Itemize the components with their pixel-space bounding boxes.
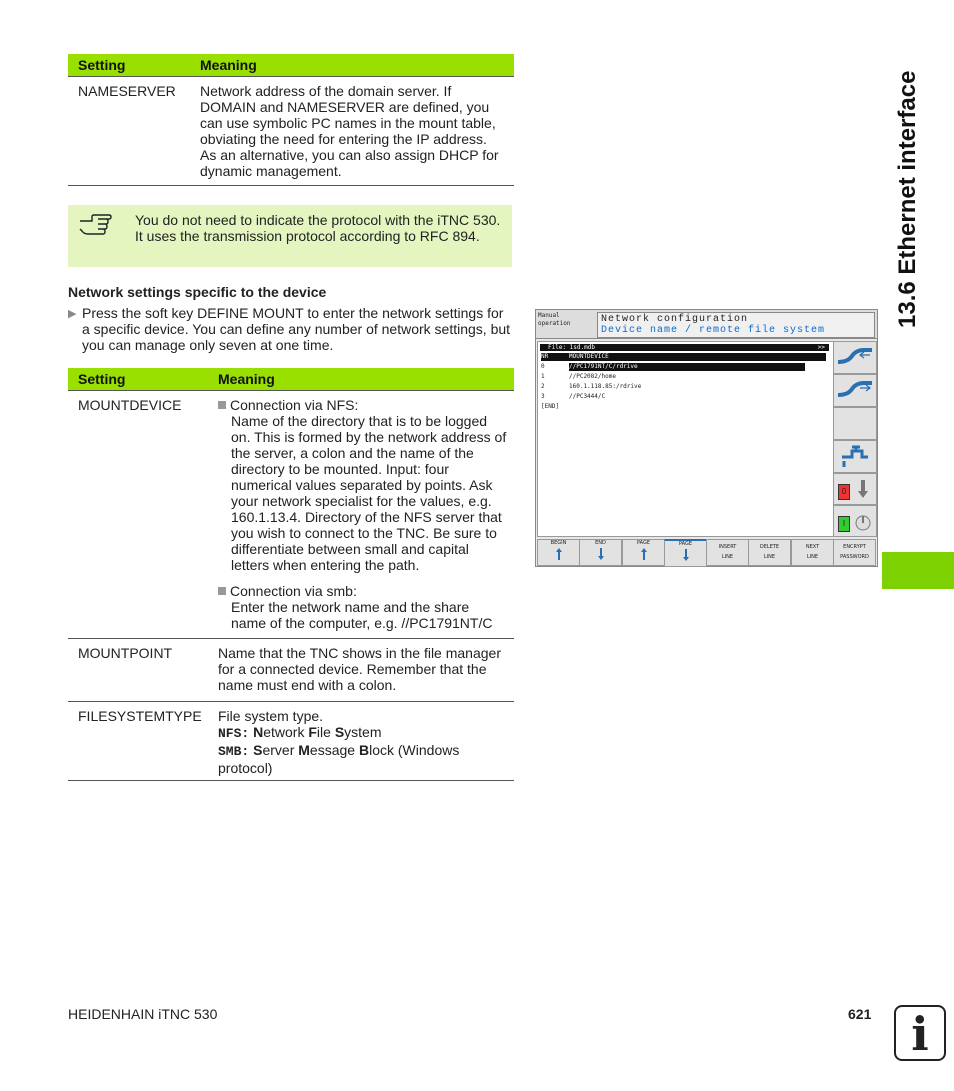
settings-table-2 — [68, 368, 514, 781]
arrow-down-icon — [597, 547, 605, 561]
table-row[interactable] — [541, 353, 826, 361]
smb-word: erver — [262, 742, 299, 758]
row-number: 3 — [541, 393, 545, 400]
table-row[interactable] — [541, 363, 638, 371]
softkey-encrypt-password[interactable] — [833, 539, 876, 566]
bullet-text: Press the soft key DEFINE MOUNT to enter the network settings for a specific device. You can define any number of network settings, but you can manage only seven at one time. — [82, 305, 511, 353]
setting-name: NAMESERVER — [78, 83, 176, 99]
screen-title-box — [597, 312, 875, 338]
header-setting: Setting — [78, 371, 126, 387]
row-value: //PC3444/C — [569, 393, 606, 400]
file-bar-arrows: >> — [817, 344, 825, 351]
header-setting: Setting — [78, 57, 126, 73]
page-number: 621 — [848, 1006, 872, 1022]
row-number: 1 — [541, 373, 545, 380]
row-number: 0 — [541, 363, 545, 370]
file-table — [537, 341, 834, 537]
softkey-label: BEGIN — [550, 540, 567, 546]
function-switch-icon — [834, 342, 876, 373]
row-value: MOUNTDEVICE — [569, 353, 609, 360]
softkey-next-line[interactable] — [791, 539, 834, 566]
arrow-down-icon — [856, 478, 870, 500]
section-heading: Network settings specific to the device — [68, 284, 327, 300]
file-bar — [540, 344, 829, 351]
table-row — [68, 639, 514, 702]
square-bullet-icon — [218, 587, 226, 595]
nfs-word: etwork — [263, 724, 309, 740]
vertical-softkey-2[interactable] — [833, 374, 877, 407]
row-number: NR — [541, 353, 549, 360]
nfs-letter: N — [253, 724, 264, 740]
smb-title: Connection via smb: — [230, 583, 357, 599]
setting-meaning: Network address of the domain server. If DOMAIN and NAMESERVER are defined, you can use symbolic PC names in the mount table, obviating the need for entering the IP address. As an alternative, you can also assign DHCP for dynamic management. — [200, 83, 499, 179]
file-name: File: 1sd.mdb — [548, 344, 595, 351]
mode-line: operation — [538, 320, 571, 327]
table-row — [68, 702, 514, 781]
softkey-label: NEXT — [805, 544, 820, 550]
nfs-code: NFS: — [218, 726, 250, 741]
smb-letter: M — [298, 742, 310, 758]
softkey-label: LINE — [721, 554, 734, 560]
fs-type-line: File system type. — [218, 708, 324, 724]
setting-meaning — [218, 397, 508, 631]
spindle-override-status — [833, 505, 877, 537]
green-status-badge: I — [838, 516, 850, 532]
triangle-bullet-icon: ▶ — [68, 308, 77, 320]
screen-title: Network configuration — [601, 314, 749, 325]
arrow-up-icon — [640, 547, 648, 561]
header-meaning: Meaning — [200, 57, 257, 73]
smb-code: SMB: — [218, 744, 250, 759]
softkey-label: END — [595, 540, 606, 546]
pointing-hand-icon — [78, 213, 112, 239]
vertical-softkey-4[interactable] — [833, 440, 877, 473]
nfs-line — [218, 724, 508, 742]
smb-text: Enter the network name and the share name of the computer, e.g. //PC1791NT/C — [231, 599, 493, 631]
table-header — [68, 54, 514, 76]
tnc-screen — [535, 309, 878, 567]
row-number: 2 — [541, 383, 545, 390]
header-meaning: Meaning — [218, 371, 275, 387]
vertical-softkey-3[interactable] — [833, 407, 877, 440]
operating-mode — [538, 312, 571, 328]
smb-line — [218, 742, 508, 776]
smb-option — [218, 583, 508, 599]
smb-word: essage — [309, 742, 359, 758]
chapter-color-tab — [882, 552, 954, 589]
chapter-title: 13.6 Ethernet interface — [894, 70, 921, 328]
nfs-letter: F — [308, 724, 317, 740]
screen-subtitle: Device name / remote file system — [601, 325, 826, 336]
setting-meaning: Name that the TNC shows in the file manager for a connected device. Remember that the name must end with a colon. — [218, 645, 501, 693]
softkey-label: PAGE — [636, 540, 651, 546]
coolant-tap-icon — [834, 441, 876, 472]
table-row[interactable] — [541, 383, 642, 391]
softkey-bar — [536, 539, 877, 566]
row-value: //PC1791NT/C/rdrive — [569, 363, 805, 371]
row-value: 160.1.118.85:/rdrive — [569, 383, 642, 390]
softkey-begin[interactable] — [537, 539, 580, 566]
table-row[interactable] — [541, 403, 559, 411]
settings-table-1 — [68, 54, 514, 186]
softkey-label: PASSWORD — [840, 554, 869, 560]
setting-name: MOUNTPOINT — [78, 645, 173, 661]
softkey-label: DELETE — [759, 544, 780, 550]
nfs-letter: S — [334, 724, 345, 740]
square-bullet-icon — [218, 401, 226, 409]
vertical-softkey-1[interactable] — [833, 341, 877, 374]
nfs-text: Name of the directory that is to be logged on. This is formed by the network address of the server, a colon and the name of the directory to be mounted. Input: four numerical values separated by points. Ask your network specialist for the values, e.g. 160.1.13.4. Directory of the NFS server that you wish to connect to the TNC. Be sure to differentiate between small and capital letters when entering the path. — [231, 413, 507, 573]
mode-line: Manual — [538, 312, 560, 319]
footer-product: HEIDENHAIN iTNC 530 — [68, 1006, 218, 1022]
note-box — [68, 205, 512, 267]
setting-name: MOUNTDEVICE — [78, 397, 182, 413]
setting-meaning — [218, 708, 508, 776]
smb-word: lock (Windows protocol) — [218, 742, 460, 776]
softkey-label: PAGE — [678, 541, 693, 547]
softkey-label: INSERT — [718, 544, 737, 550]
info-icon: i — [894, 1005, 946, 1061]
table-row[interactable] — [541, 393, 606, 401]
softkey-label: ENCRYPT — [843, 544, 866, 550]
arrow-down-icon — [682, 548, 690, 562]
row-number: [END] — [541, 403, 560, 410]
red-status-badge: 0 — [838, 484, 850, 500]
softkey-page-up[interactable] — [622, 539, 665, 566]
chapter-side-label — [894, 40, 924, 340]
instruction-bullet — [68, 305, 514, 353]
arrow-up-icon — [555, 547, 563, 561]
softkey-label: LINE — [763, 554, 776, 560]
row-value: //PC2082/home — [569, 373, 616, 380]
softkey-page-down[interactable] — [664, 539, 707, 567]
softkey-delete-line[interactable] — [748, 539, 791, 566]
softkey-end[interactable] — [579, 539, 622, 566]
table-row — [68, 390, 514, 639]
softkey-label: LINE — [806, 554, 819, 560]
dial-icon — [854, 514, 872, 532]
note-text: You do not need to indicate the protocol with the iTNC 530. It uses the transmission protocol according to RFC 894. — [135, 212, 501, 244]
smb-letter: B — [358, 742, 370, 758]
function-switch-icon — [834, 375, 876, 406]
nfs-option — [218, 397, 508, 413]
screen-header — [536, 310, 877, 339]
nfs-title: Connection via NFS: — [230, 397, 359, 413]
table-header — [68, 368, 514, 390]
spindle-override-status — [833, 473, 877, 505]
table-row — [68, 76, 514, 186]
nfs-word: ile — [316, 724, 335, 740]
nfs-word: ystem — [344, 724, 382, 740]
table-row[interactable] — [541, 373, 616, 381]
setting-name: FILESYSTEMTYPE — [78, 708, 202, 724]
softkey-insert-line[interactable] — [706, 539, 749, 566]
smb-letter: S — [253, 742, 263, 758]
